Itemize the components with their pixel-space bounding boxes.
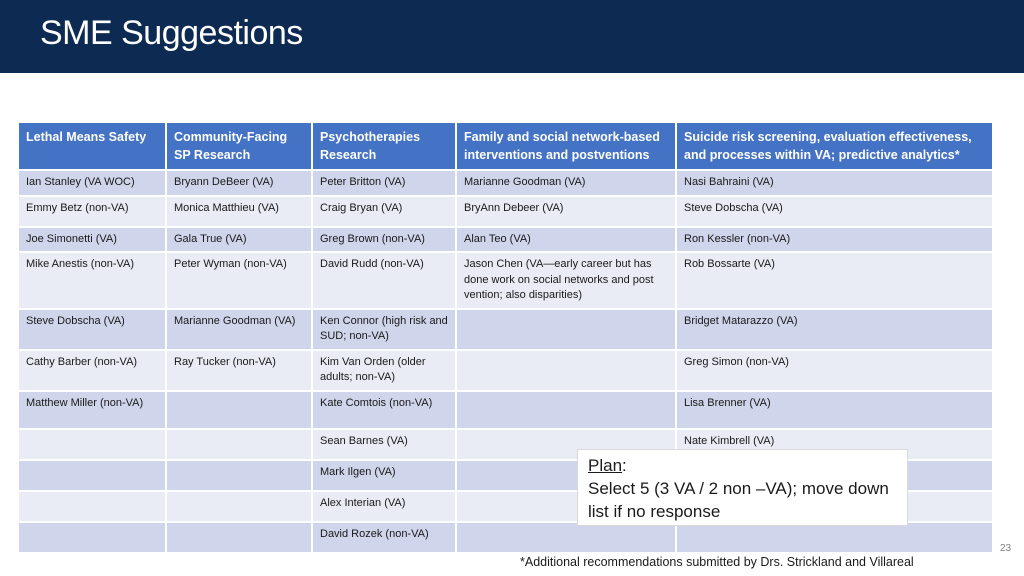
table-cell: Lisa Brenner (VA) [676,391,993,429]
table-cell: Marianne Goodman (VA) [456,170,676,196]
table-row [18,170,993,196]
table-cell: Emmy Betz (non-VA) [18,196,166,227]
table-cell: Cathy Barber (non-VA) [18,350,166,391]
table-cell [18,522,166,553]
table-cell: Kate Comtois (non-VA) [312,391,456,429]
table-row [18,350,993,391]
table-cell: Ian Stanley (VA WOC) [18,170,166,196]
header-lethal-means: Lethal Means Safety [18,122,166,170]
page-number: 23 [1000,543,1012,554]
table-row [18,252,993,309]
table-cell: Mark Ilgen (VA) [312,460,456,491]
table-row [18,391,993,429]
table-cell [456,350,676,391]
table-cell [166,429,312,460]
header-family-social: Family and social network-based interventions and postventions [456,122,676,170]
table-cell: Rob Bossarte (VA) [676,252,993,309]
table-cell: Joe Simonetti (VA) [18,227,166,253]
table-cell: Ron Kessler (non-VA) [676,227,993,253]
table-cell [18,429,166,460]
plan-text: Select 5 (3 VA / 2 non –VA); move down list if no response [588,479,889,521]
table-cell [456,522,676,553]
table-cell: Bridget Matarazzo (VA) [676,309,993,350]
table-cell [166,522,312,553]
table-cell: Marianne Goodman (VA) [166,309,312,350]
table-cell: Kim Van Orden (older adults; non-VA) [312,350,456,391]
plan-callout: Plan: Select 5 (3 VA / 2 non –VA); move down list if no response [577,449,908,526]
table-cell: Craig Bryan (VA) [312,196,456,227]
plan-label: Plan [588,456,623,475]
footnote: *Additional recommendations submitted by Drs. Strickland and Villareal [520,555,914,569]
table-row [18,522,993,553]
table-cell [166,391,312,429]
table-header-row [18,122,993,170]
table-row [18,309,993,350]
header-psychotherapies: Psychotherapies Research [312,122,456,170]
header-risk-screening: Suicide risk screening, evaluation effectiveness, and processes within VA; predictive analytics* [676,122,993,170]
header-community-facing: Community-Facing SP Research [166,122,312,170]
table-cell: Nasi Bahraini (VA) [676,170,993,196]
table-cell: Sean Barnes (VA) [312,429,456,460]
table-cell: Bryann DeBeer (VA) [166,170,312,196]
table-cell: Steve Dobscha (VA) [18,309,166,350]
table-cell: Peter Wyman (non-VA) [166,252,312,309]
table-cell: Gala True (VA) [166,227,312,253]
table-cell: Alan Teo (VA) [456,227,676,253]
table-cell: Nate Kimbrell (VA) [676,429,993,460]
page-title: SME Suggestions [40,14,303,52]
table-cell: David Rudd (non-VA) [312,252,456,309]
title-bar [0,0,1024,73]
table-row [18,227,993,253]
table-cell [18,491,166,522]
table-row [18,196,993,227]
table-cell: Ken Connor (high risk and SUD; non-VA) [312,309,456,350]
table-cell [676,522,993,553]
table-cell: Jason Chen (VA—early career but has done work on social networks and post vention; also disparities) [456,252,676,309]
table-cell: David Rozek (non-VA) [312,522,456,553]
table-cell: Mike Anestis (non-VA) [18,252,166,309]
table-cell [166,460,312,491]
table-cell: BryAnn Debeer (VA) [456,196,676,227]
table-cell: Ray Tucker (non-VA) [166,350,312,391]
table-cell: Peter Britton (VA) [312,170,456,196]
table-cell: Monica Matthieu (VA) [166,196,312,227]
table-cell: Steve Dobscha (VA) [676,196,993,227]
table-cell: Alex Interian (VA) [312,491,456,522]
table-cell: Greg Simon (non-VA) [676,350,993,391]
table-cell [166,491,312,522]
table-cell: Greg Brown (non-VA) [312,227,456,253]
table-cell: Matthew Miller (non-VA) [18,391,166,429]
table-cell [456,309,676,350]
table-cell [456,391,676,429]
table-cell [18,460,166,491]
